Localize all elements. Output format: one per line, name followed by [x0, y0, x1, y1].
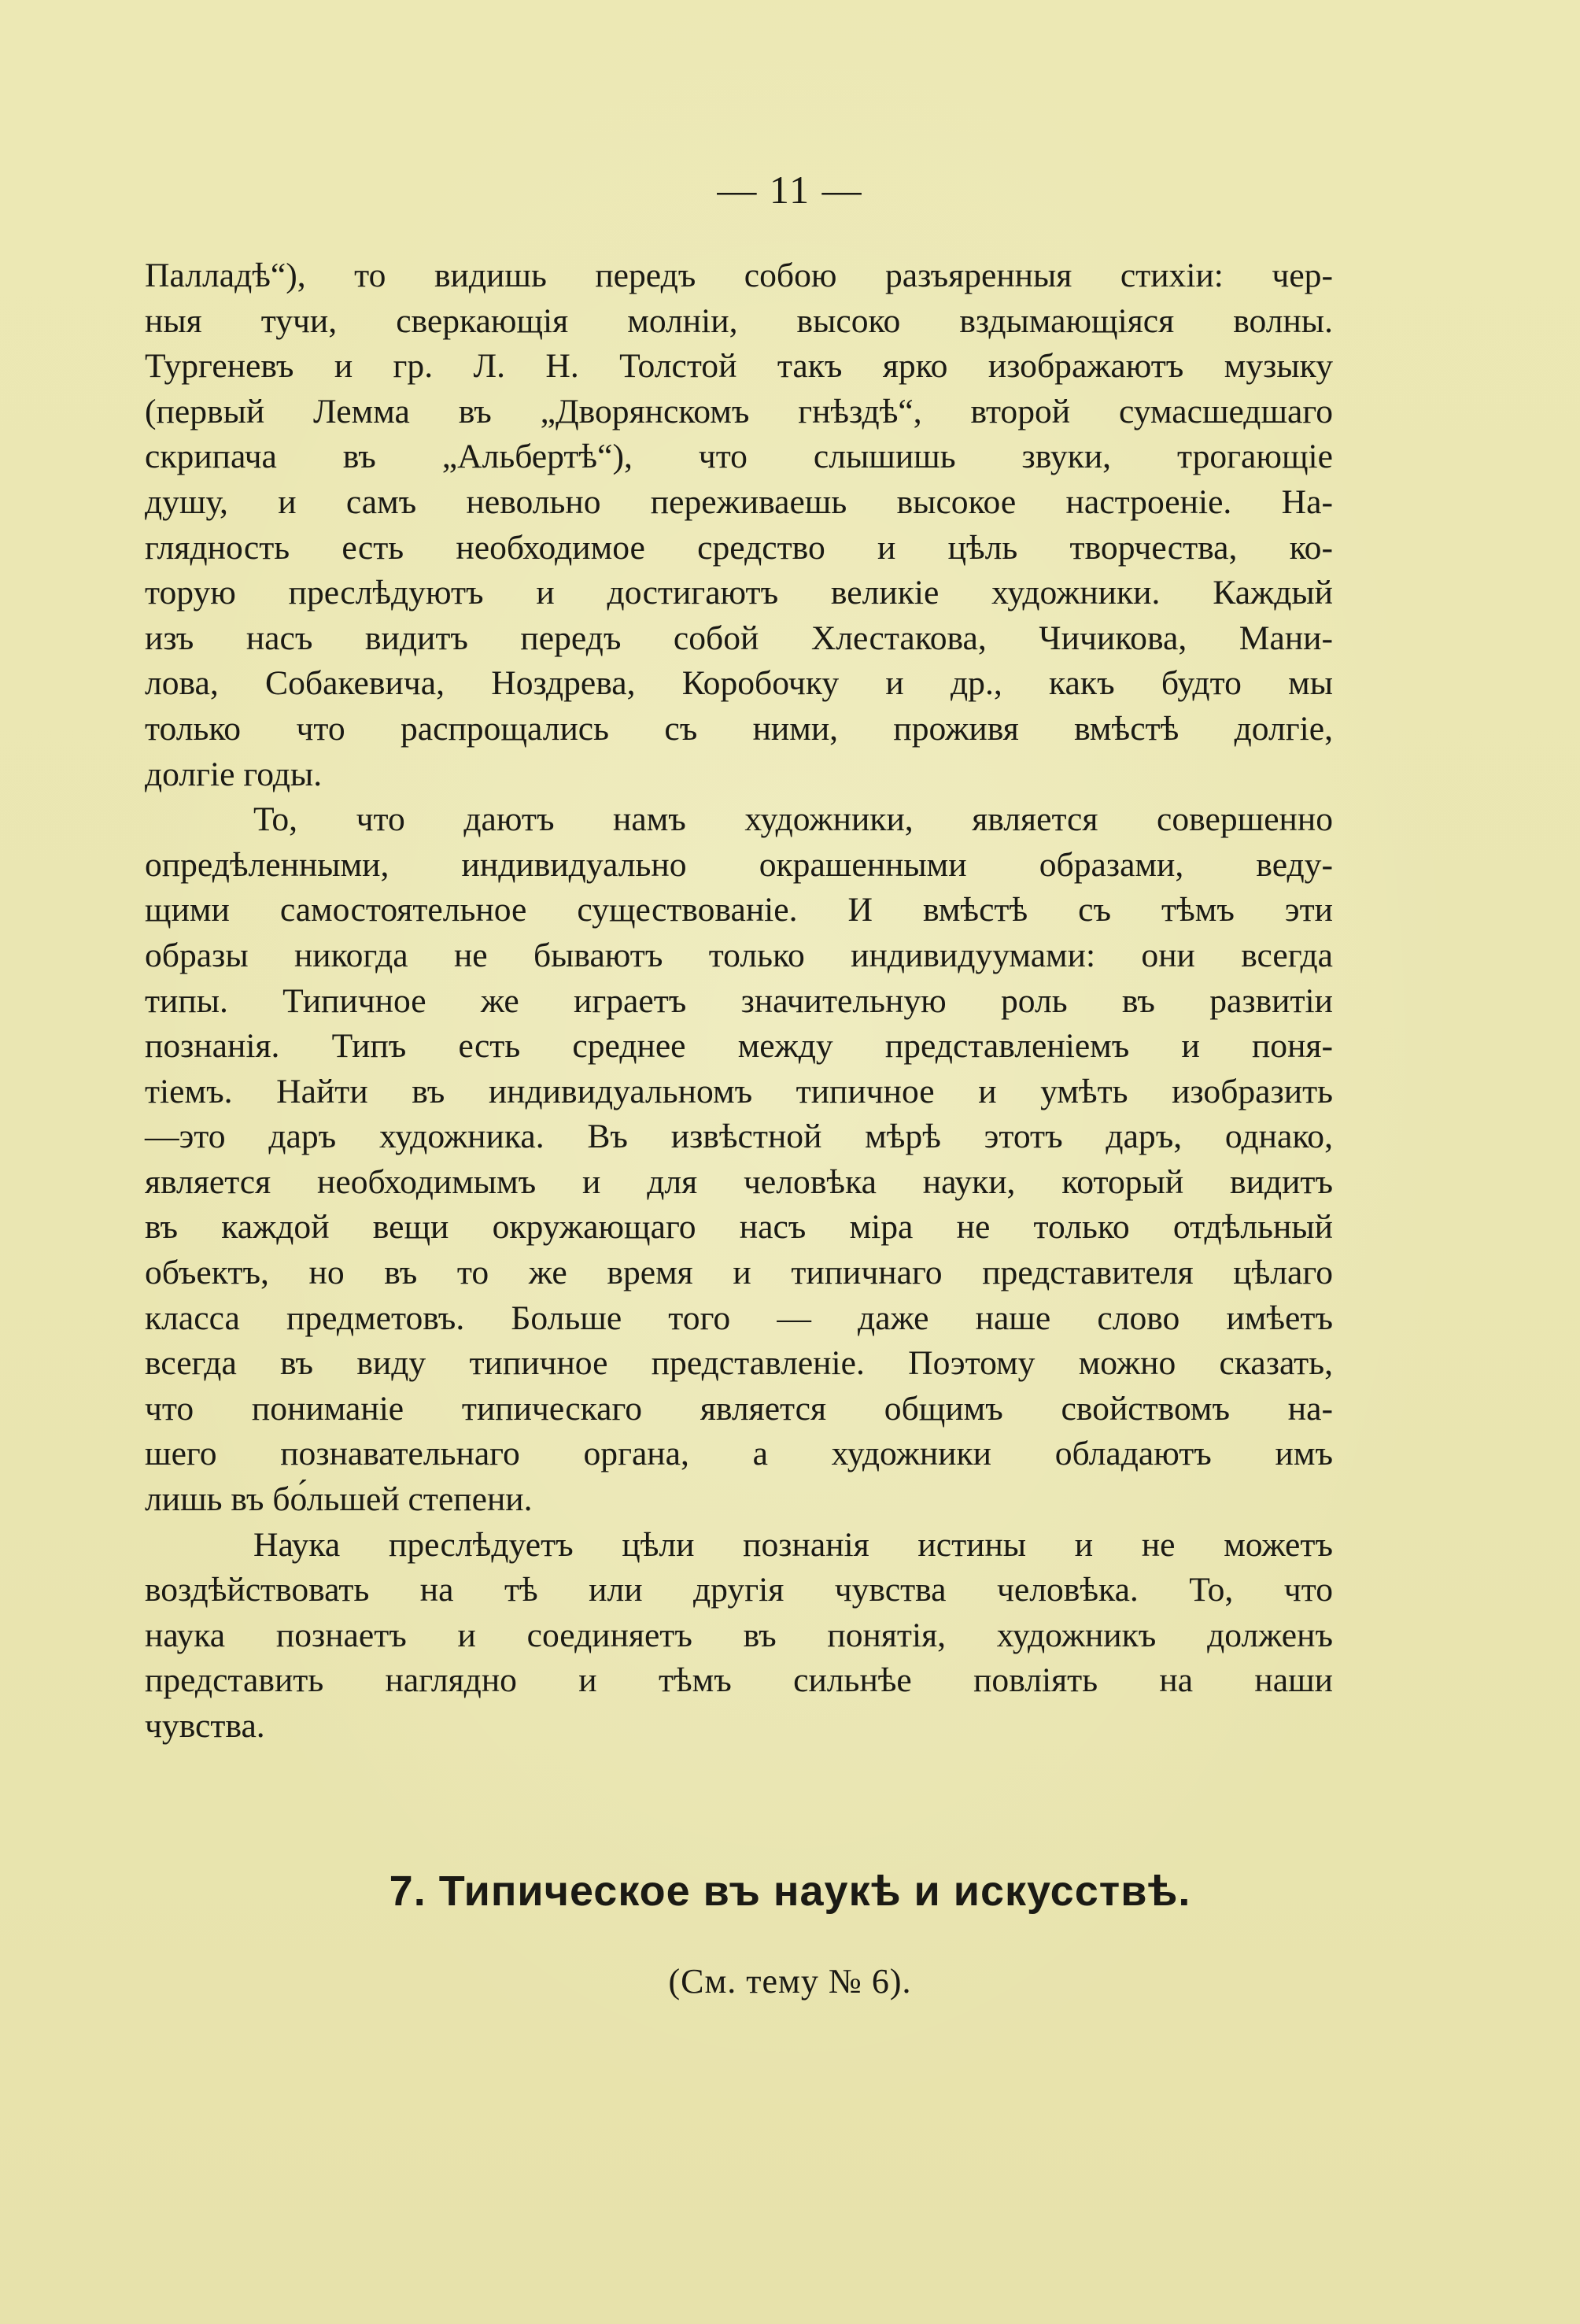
text-line: Тургеневъ и гр. Л. Н. Толстой такъ ярко изображаютъ музыку	[145, 347, 1333, 386]
text-line: является необходимымъ и для человѣка науки, который видитъ	[145, 1162, 1333, 1201]
text-line: душу, и самъ невольно переживаешь высокое настроеніе. На-	[145, 482, 1333, 521]
text-line: торую преслѣдуютъ и достигаютъ великіе художники. Каждый	[145, 574, 1333, 612]
text-line: тіемъ. Найти въ индивидуальномъ типичное и умѣть изобразить	[145, 1072, 1333, 1110]
page-number: — 11 —	[717, 168, 863, 212]
text-line: чувства.	[145, 1707, 265, 1745]
section-title: 7. Типическое въ наукѣ и искусствѣ.	[389, 1868, 1191, 1915]
text-line: скрипача въ „Альбертѣ“), что слышишь звуки, трогающіе	[145, 438, 1333, 476]
text-line: объектъ, но въ то же время и типичнаго представителя цѣлаго	[145, 1254, 1333, 1292]
text-line: шего познавательнаго органа, а художники обладаютъ имъ	[145, 1435, 1333, 1473]
text-line: глядность есть необходимое средство и цѣль творчества, ко-	[145, 528, 1333, 567]
text-line: представить наглядно и тѣмъ сильнѣе повліять на наши	[145, 1661, 1333, 1700]
text-line: долгіе годы.	[145, 755, 323, 793]
text-line: —это даръ художника. Въ извѣстной мѣрѣ этотъ даръ, однако,	[145, 1118, 1333, 1156]
text-line: въ каждой вещи окружающаго насъ міра не только отдѣльный	[145, 1208, 1333, 1247]
text-line: изъ насъ видитъ передъ собой Хлестакова, Чичикова, Мани-	[145, 619, 1333, 657]
text-line: воздѣйствовать на тѣ или другія чувства человѣка. То, что	[145, 1571, 1333, 1609]
text-line: Наука преслѣдуетъ цѣли познанія истины и не можетъ	[253, 1525, 1333, 1564]
text-line: опредѣленными, индивидуально окрашенными образами, веду-	[145, 845, 1333, 884]
body-text	[145, 253, 1333, 1749]
text-line: лова, Собакевича, Ноздрева, Коробочку и др., какъ будто мы	[145, 664, 1333, 703]
text-line: ныя тучи, сверкающія молніи, высоко вздымающіяся волны.	[145, 301, 1333, 340]
paragraph-3	[145, 1523, 1333, 1749]
text-line: образы никогда не бываютъ только индивидуумами: они всегда	[145, 936, 1333, 974]
text-line: Палладѣ“), то видишь передъ собою разъяренныя стихіи: чер-	[145, 257, 1333, 294]
text-line: только что распрощались съ ними, проживя вмѣстѣ долгіе,	[145, 709, 1333, 748]
paragraph-2	[145, 797, 1333, 1523]
text-line: щими самостоятельное существованіе. И вмѣстѣ съ тѣмъ эти	[145, 891, 1333, 929]
text-line: всегда въ виду типичное представленіе. Поэтому можно сказать,	[145, 1344, 1333, 1383]
paragraph-1	[145, 253, 1333, 797]
text-line: типы. Типичное же играетъ значительную роль въ развитіи	[145, 981, 1333, 1020]
section-note: (См. тему № 6).	[668, 1962, 912, 2001]
text-line: что пониманіе типическаго является общимъ свойствомъ на-	[145, 1389, 1333, 1428]
text-line: класса предметовъ. Больше того — даже наше слово имѣетъ	[145, 1299, 1333, 1337]
text-line: познанія. Типъ есть среднее между представленіемъ и поня-	[145, 1027, 1333, 1066]
text-line: (первый Лемма въ „Дворянскомъ гнѣздѣ“, второй сумасшедшаго	[145, 392, 1333, 430]
text-line: лишь въ бо́льшей степени.	[145, 1480, 533, 1519]
text-line: наука познаетъ и соединяетъ въ понятія, художникъ долженъ	[145, 1616, 1333, 1654]
text-line: То, что даютъ намъ художники, является совершенно	[253, 800, 1333, 839]
